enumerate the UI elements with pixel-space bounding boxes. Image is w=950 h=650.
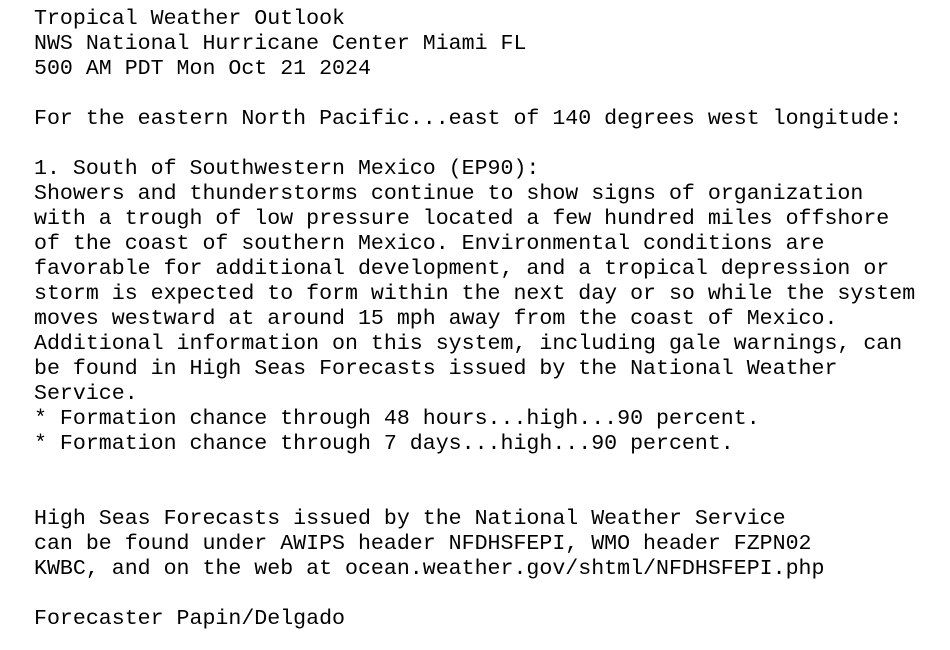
text-line xyxy=(34,582,940,607)
text-line: For the eastern North Pacific...east of 140 degrees west longitude: xyxy=(34,107,903,131)
text-line xyxy=(34,482,940,507)
text-line: NWS National Hurricane Center Miami FL xyxy=(34,32,527,56)
text-line: Showers and thunderstorms continue to show signs of organization xyxy=(34,182,864,206)
text-line: High Seas Forecasts issued by the National Weather Service xyxy=(34,507,786,531)
text-line: 1. South of Southwestern Mexico (EP90): xyxy=(34,157,540,181)
text-line: be found in High Seas Forecasts issued by the National Weather xyxy=(34,357,838,381)
text-line: Additional information on this system, including gale warnings, can xyxy=(34,332,903,356)
text-line: moves westward at around 15 mph away from the coast of Mexico. xyxy=(34,307,838,331)
text-line: * Formation chance through 48 hours...high...90 percent. xyxy=(34,407,760,431)
text-line: of the coast of southern Mexico. Environmental conditions are xyxy=(34,232,825,256)
text-line: storm is expected to form within the next day or so while the system xyxy=(34,282,916,306)
text-line: with a trough of low pressure located a few hundred miles offshore xyxy=(34,207,890,231)
text-line: can be found under AWIPS header NFDHSFEPI, WMO header FZPN02 xyxy=(34,532,812,556)
text-line: Forecaster Papin/Delgado xyxy=(34,607,346,631)
text-line: KWBC, and on the web at ocean.weather.gov/shtml/NFDHSFEPI.php xyxy=(34,557,825,581)
text-line: Tropical Weather Outlook xyxy=(34,7,346,31)
text-line: favorable for additional development, and a tropical depression or xyxy=(34,257,890,281)
text-line: * Formation chance through 7 days...high...90 percent. xyxy=(34,432,734,456)
text-line: 500 AM PDT Mon Oct 21 2024 xyxy=(34,57,371,81)
text-line xyxy=(34,82,940,107)
text-line: Service. xyxy=(34,382,138,406)
text-line xyxy=(34,457,940,482)
text-line xyxy=(34,132,940,157)
